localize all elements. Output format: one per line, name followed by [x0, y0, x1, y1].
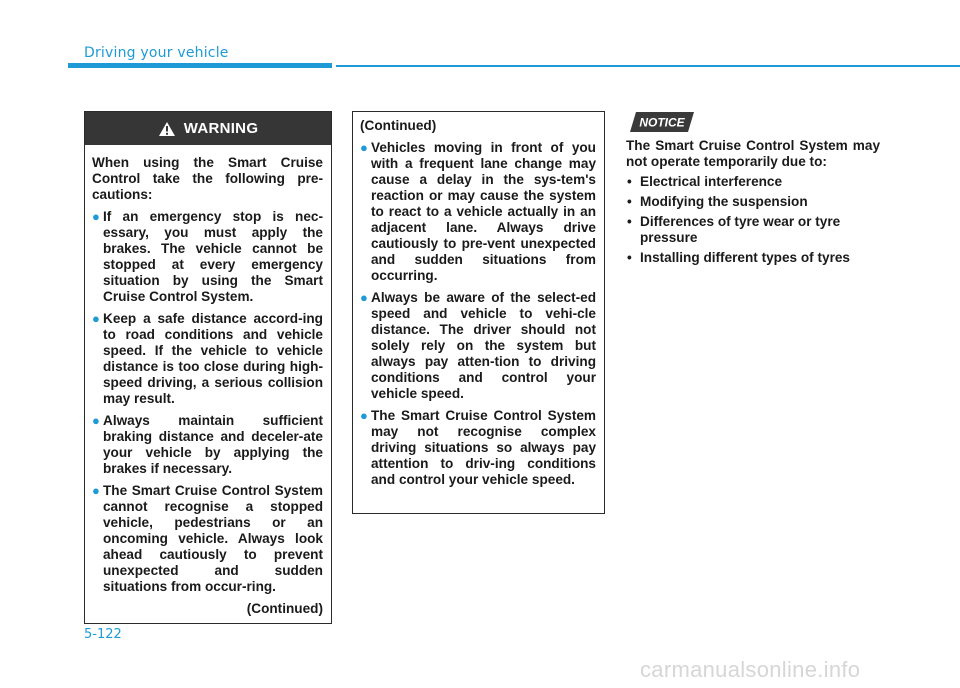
list-item: • Electrical interference [627, 174, 783, 189]
list-item: • Differences of tyre wear or tyre pressure [627, 214, 841, 245]
bullet-icon: ● [92, 311, 100, 326]
page-number: 5-122 [84, 627, 122, 642]
header-rule-thin [336, 65, 960, 67]
notice-badge-label: NOTICE [639, 115, 685, 130]
section-title: Driving your vehicle [84, 45, 229, 61]
warning-body [85, 145, 331, 617]
warning-continued-list [360, 140, 596, 488]
watermark: carmanualsonline.info [640, 657, 861, 682]
bullet-icon: ● [360, 140, 368, 155]
bullet-icon: • [627, 174, 632, 189]
list-item: ● If an emergency stop is nec-essary, you must apply the brakes. The vehicle cannot be stopped at every emergency situation by using the Smart Cruise Control System. [92, 209, 323, 304]
list-item: ● The Smart Cruise Control System cannot recognise a stopped vehicle, pedestrians or an oncoming vehicle. Always look ahead cautiously to prevent unexpected and sudden situations from occur-ring. [92, 483, 323, 594]
notice-badge [630, 112, 694, 132]
warning-box [84, 111, 332, 624]
bullet-icon: ● [92, 483, 100, 498]
notice-intro: The Smart Cruise Control System may not operate temporarily due to: [626, 138, 880, 169]
bullet-icon: ● [92, 413, 100, 428]
list-item: ● Vehicles moving in front of you with a frequent lane change may cause a delay in the sys-tem's reaction or may cause the system to react to a vehicle actually in an adjacent lane. Always drive cautiously to pre-vent unexpected and sudden situations from occurring. [360, 140, 596, 283]
list-item: ● The Smart Cruise Control System may not recognise complex driving situations so always pay attention to driv-ing conditions and control your vehicle speed. [360, 408, 596, 487]
list-item: • Modifying the suspension [627, 194, 808, 209]
bullet-icon: • [627, 214, 632, 229]
list-item: • Installing different types of tyres [627, 250, 850, 265]
list-item: ● Always be aware of the select-ed speed and vehicle to vehi-cle distance. The driver should not solely rely on the system but always pay atten-tion to driving conditions and control your vehicle speed. [360, 290, 596, 401]
warning-continued-body [353, 112, 604, 488]
notice-list [626, 174, 880, 266]
list-item: ● Keep a safe distance accord-ing to road conditions and vehicle speed. If the vehicle to vehicle distance is too close during high-speed driving, a serious collision may result. [92, 311, 323, 406]
bullet-icon: ● [92, 209, 100, 224]
list-item: ● Always maintain sufficient braking distance and deceler-ate your vehicle by applying the brakes if necessary. [92, 413, 323, 476]
warning-title: WARNING [183, 120, 259, 137]
notice-section [626, 138, 880, 270]
bullet-icon: • [627, 250, 632, 265]
continued-label: (Continued) [246, 601, 323, 616]
header-rule-thick [68, 63, 332, 68]
bullet-icon: ● [360, 408, 368, 423]
bullet-icon: • [627, 194, 632, 209]
continued-heading: (Continued) [360, 118, 437, 133]
warning-intro: When using the Smart Cruise Control take the following pre-cautions: [92, 155, 323, 202]
warning-continued-box [352, 111, 605, 514]
warning-triangle-icon [158, 121, 176, 137]
bullet-icon: ● [360, 290, 368, 305]
warning-list [92, 209, 323, 595]
warning-header [85, 112, 331, 145]
